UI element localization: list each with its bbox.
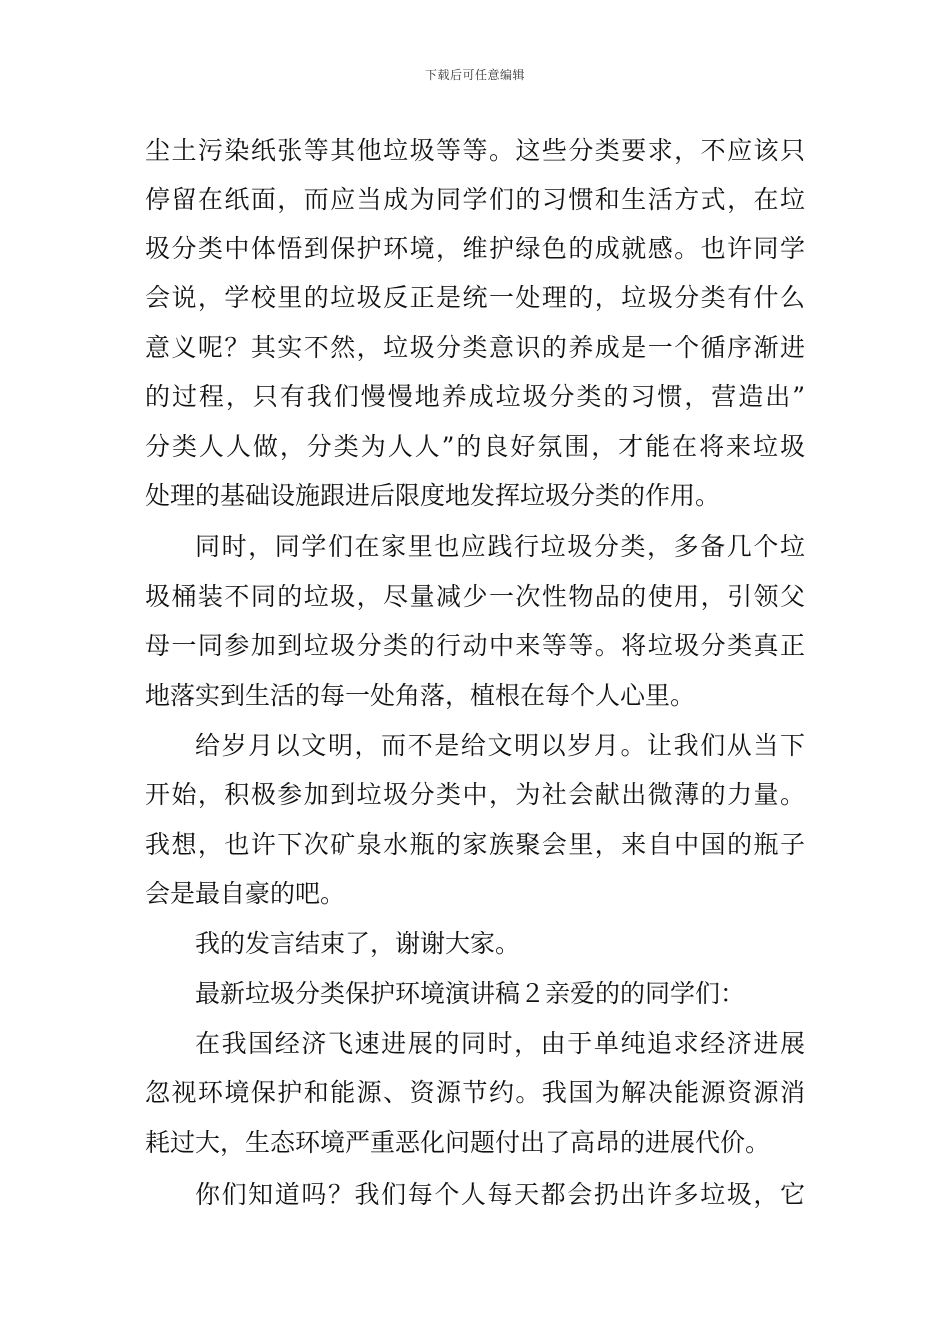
page-header: 下载后可任意编辑 <box>424 68 525 82</box>
text-line: 的过程，只有我们慢慢地养成垃圾分类的习惯，营造出” <box>145 382 805 411</box>
text-line: 耗过大，生态环境严重恶化问题付出了高昂的进展代价。 <box>145 1128 771 1157</box>
text-line: 在我国经济飞速进展的同时，由于单纯追求经济进展 <box>195 1029 805 1058</box>
text-line: 我的发言结束了，谢谢大家。 <box>195 929 521 958</box>
text-line: 圾桶装不同的垃圾，尽量减少一次性物品的使用，引领父 <box>145 582 805 611</box>
text-line: 最新垃圾分类保护环境演讲稿２亲爱的的同学们： <box>195 979 746 1008</box>
text-line: 给岁月以文明，而不是给文明以岁月。让我们从当下 <box>195 731 805 760</box>
text-line: 忽视环境保护和能源、资源节约。我国为解决能源资源消 <box>145 1078 805 1107</box>
text-line: 会说，学校里的垃圾反正是统一处理的，垃圾分类有什么 <box>145 283 805 312</box>
text-line: 开始，积极参加到垃圾分类中，为社会献出微薄的力量。 <box>145 780 805 809</box>
text-line: 尘土污染纸张等其他垃圾等等。这些分类要求，不应该只 <box>145 136 805 165</box>
text-line: 处理的基础设施跟进后限度地发挥垃圾分类的作用。 <box>145 481 721 510</box>
text-line: 会是最自豪的吧。 <box>145 879 346 908</box>
text-line: 圾分类中体悟到保护环境，维护绿色的成就感。也许同学 <box>145 234 805 263</box>
text-line: 你们知道吗？我们每个人每天都会扔出许多垃圾，它 <box>195 1180 805 1209</box>
text-line: 我想，也许下次矿泉水瓶的家族聚会里，来自中国的瓶子 <box>145 830 805 859</box>
text-line: 母一同参加到垃圾分类的行动中来等等。将垃圾分类真正 <box>145 631 805 660</box>
text-line: 分类人人做，分类为人人”的良好氛围，才能在将来垃圾 <box>145 432 805 461</box>
text-line: 同时，同学们在家里也应践行垃圾分类，多备几个垃 <box>195 532 805 561</box>
text-line: 停留在纸面，而应当成为同学们的习惯和生活方式，在垃 <box>145 185 805 214</box>
text-line: 地落实到生活的每一处角落，植根在每个人心里。 <box>145 681 696 710</box>
text-line: 意义呢？其实不然，垃圾分类意识的养成是一个循序渐进 <box>145 333 805 362</box>
